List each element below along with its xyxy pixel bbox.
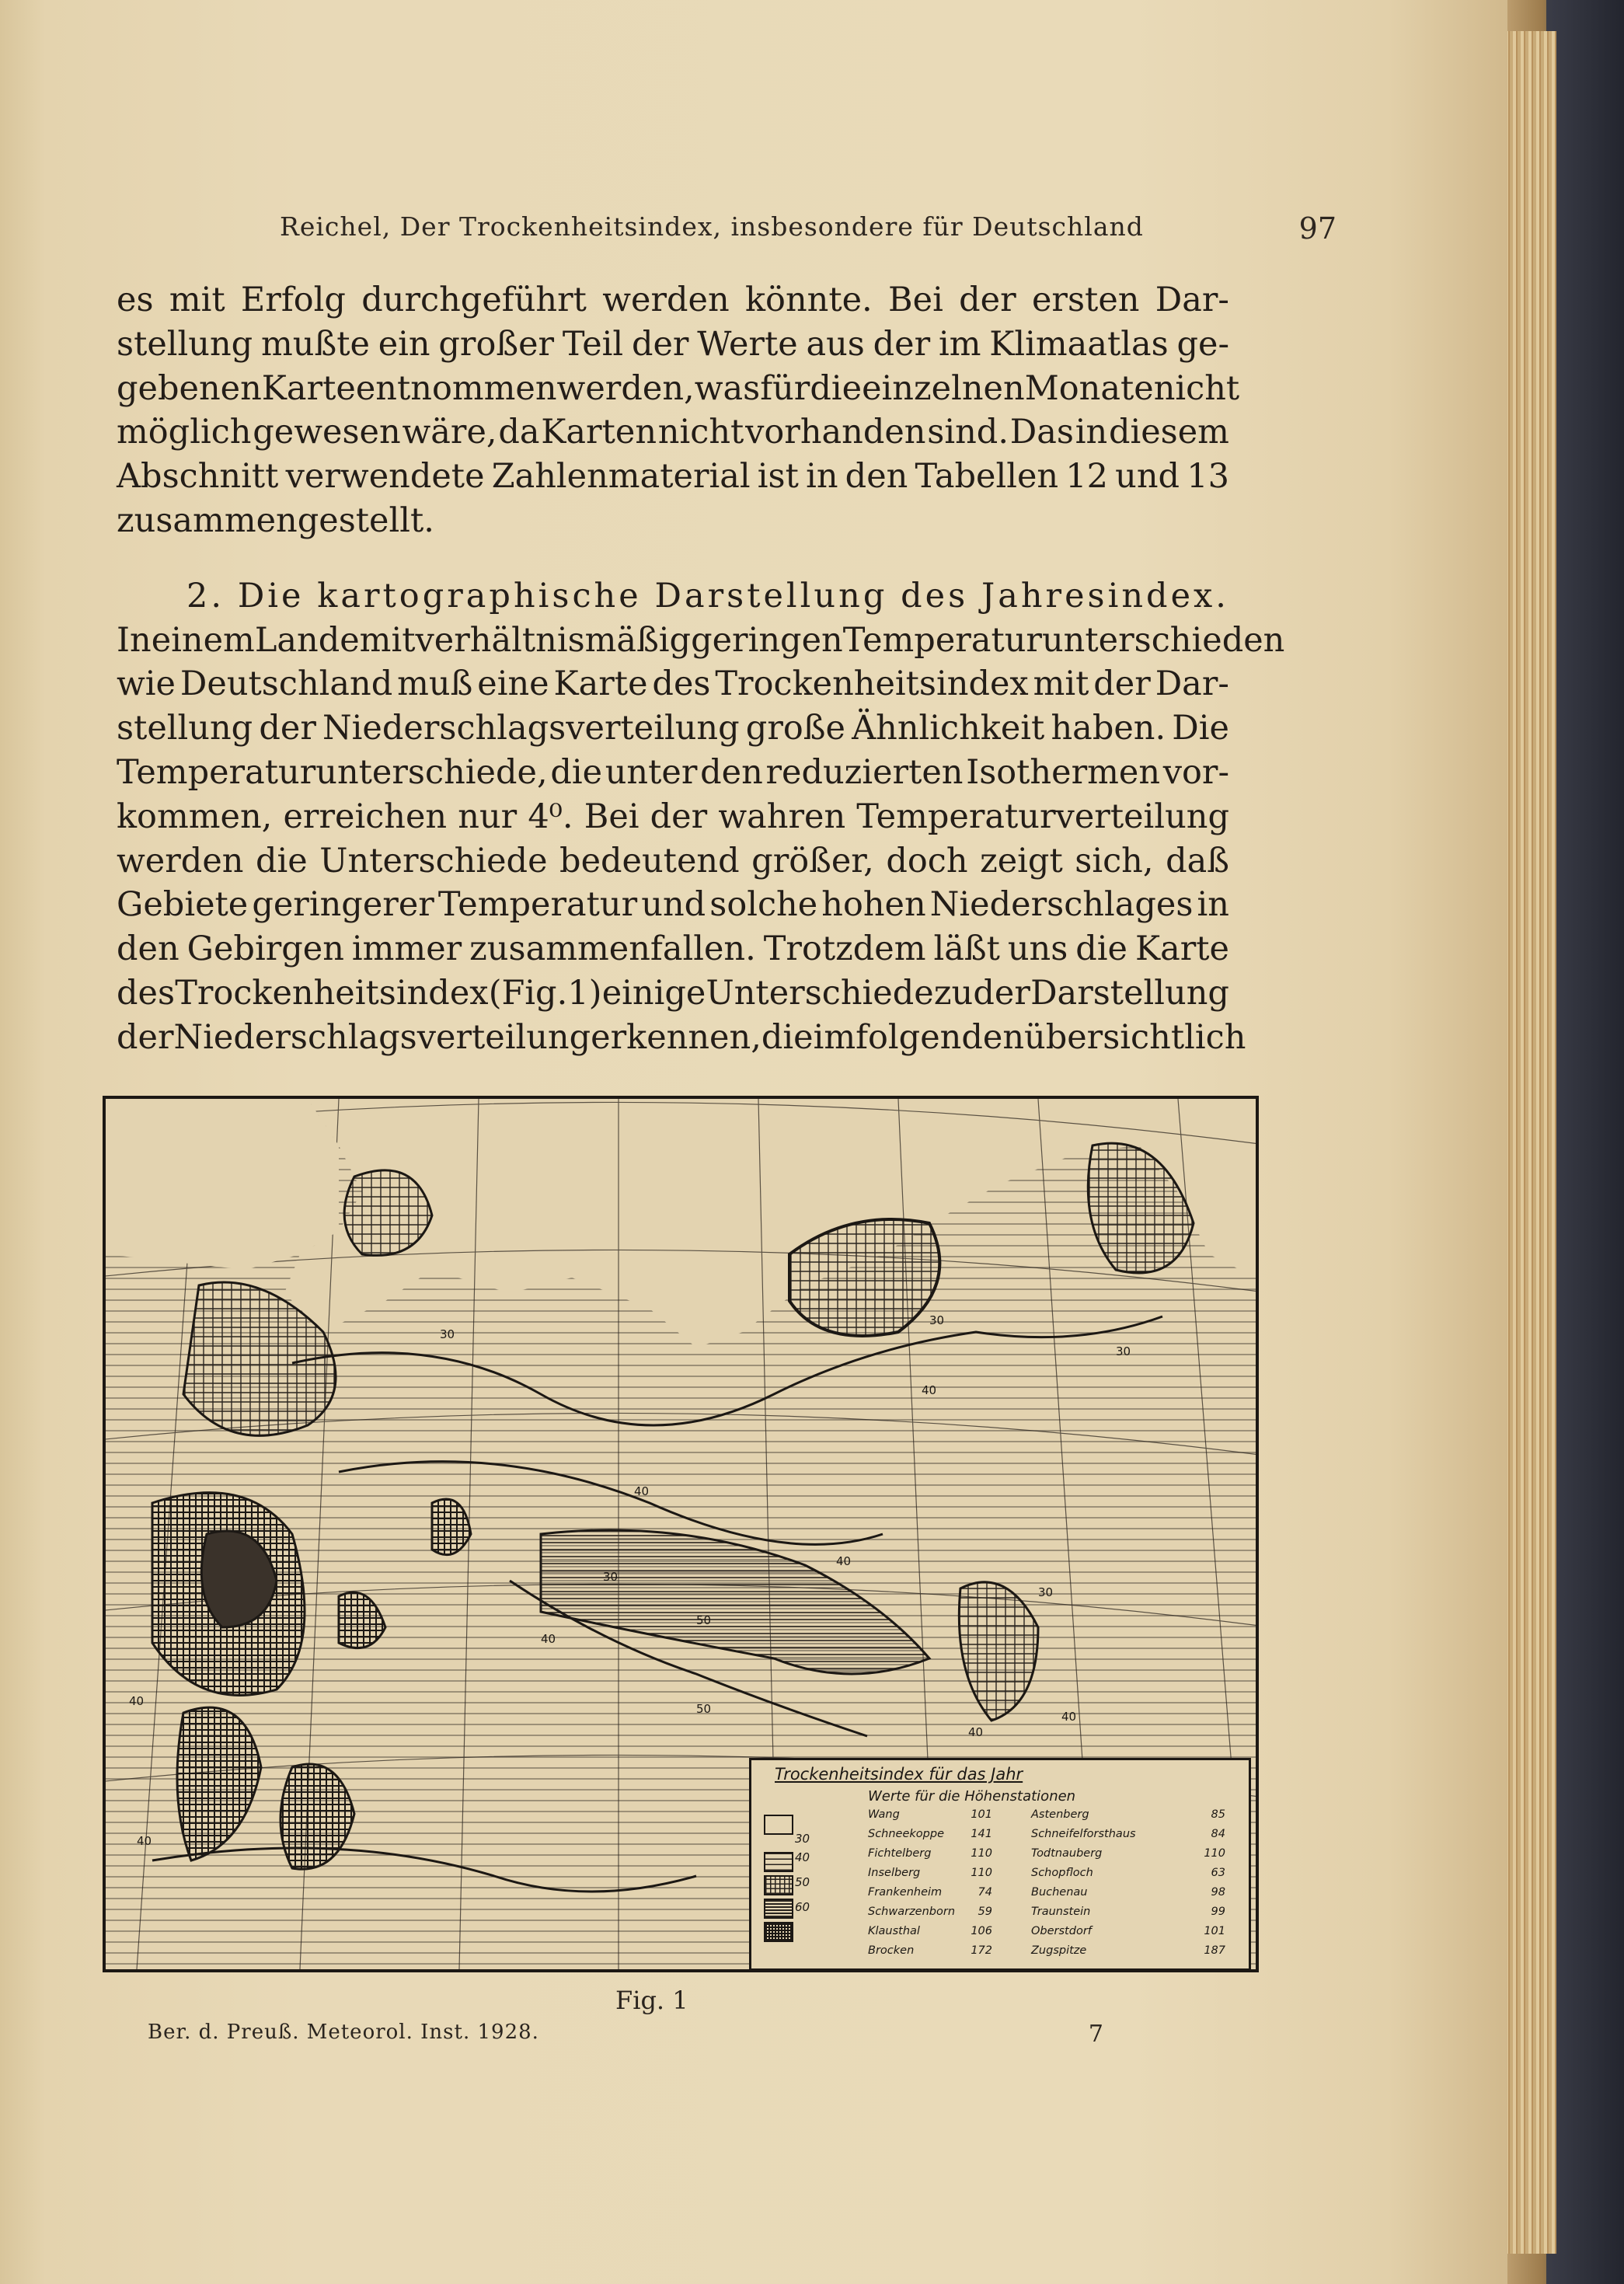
word: die: [761, 1017, 814, 1057]
text-line: [117, 619, 1285, 663]
legend-swatch-60: [764, 1899, 793, 1919]
text-line: [117, 323, 1229, 367]
word: erkennen,: [591, 1017, 761, 1057]
word: Das: [1009, 413, 1074, 452]
word: zusammengestellt.: [117, 500, 434, 540]
word: nicht: [657, 413, 744, 452]
word: Darstellung: [654, 576, 888, 615]
word: was: [694, 368, 761, 408]
footer-signature: 7: [1088, 2021, 1103, 2048]
word: des: [652, 664, 711, 704]
word: stellung: [117, 324, 253, 364]
word: große: [745, 709, 845, 748]
page-header: [280, 211, 1336, 250]
word: einem: [151, 620, 255, 660]
word: den: [700, 752, 763, 792]
legend-swatch-40: [764, 1852, 793, 1872]
word: Zahlenmaterial: [491, 457, 751, 497]
word: 13: [1187, 457, 1229, 497]
isoline-label: 30: [1038, 1585, 1054, 1599]
station-name: Astenberg: [1031, 1808, 1089, 1821]
word: zeigt: [980, 841, 1063, 880]
body-text: [117, 278, 1285, 1060]
book-cover: [1546, 0, 1624, 2284]
isoline-label: 30: [929, 1313, 945, 1327]
text-line: [117, 883, 1229, 927]
word: diesem: [1108, 413, 1229, 452]
station-name: Schopfloch: [1031, 1867, 1093, 1879]
word: Ähnlichkeit: [852, 709, 1045, 748]
text-line: [117, 1016, 1246, 1060]
word: Karten: [541, 413, 657, 452]
word: Niederschlagsverteilung: [173, 1017, 591, 1057]
word: die: [256, 841, 308, 880]
station-name: Schneekoppe: [868, 1828, 944, 1840]
word: uns: [1007, 929, 1068, 969]
word: der: [1093, 664, 1151, 704]
word: möglich: [117, 413, 252, 452]
text-line: [117, 971, 1229, 1016]
word: eine: [477, 664, 549, 704]
word: den: [845, 457, 908, 497]
word: ein: [378, 324, 430, 364]
word: zu: [933, 973, 974, 1013]
station-name: Fichtelberg: [868, 1847, 932, 1860]
word: (Fig.: [488, 973, 568, 1013]
word: sich,: [1075, 841, 1154, 880]
word: die: [810, 368, 863, 408]
station-name: Wang: [868, 1808, 900, 1821]
isoline-label: 40: [922, 1383, 937, 1397]
text-line: [117, 499, 1229, 543]
word: Monate: [1024, 368, 1154, 408]
word: Gebirgen: [186, 929, 344, 969]
station-value: 110: [1204, 1847, 1225, 1860]
text-line: [117, 455, 1229, 499]
station-name: Brocken: [868, 1944, 915, 1957]
word: der: [117, 1017, 174, 1057]
word: im: [938, 324, 981, 364]
text-line: [117, 410, 1229, 455]
isoline-label: 40: [541, 1632, 556, 1646]
legend-swatch-70: [764, 1922, 793, 1942]
word: 2.: [186, 576, 225, 615]
text-line: [117, 706, 1229, 751]
word: In: [117, 620, 152, 660]
word: in: [806, 457, 838, 497]
word: der: [959, 281, 1016, 319]
word: zusammenfallen.: [469, 929, 756, 969]
word: Tabellen: [915, 457, 1059, 497]
word: Trockenheitsindex: [715, 664, 1029, 704]
word: Die: [237, 576, 305, 615]
text-line: [117, 278, 1229, 323]
word: vorhanden: [745, 413, 926, 452]
word: es: [117, 281, 154, 319]
station-value: 110: [971, 1867, 992, 1879]
word: den: [117, 929, 179, 969]
word: der: [973, 973, 1030, 1013]
word: aus: [806, 324, 865, 364]
word: Trotzdem: [763, 929, 926, 969]
station-value: 172: [971, 1944, 992, 1957]
station-value: 98: [1211, 1886, 1225, 1899]
word: gebenen: [117, 368, 262, 408]
word: Bei: [584, 797, 639, 836]
word: der: [631, 324, 689, 364]
word: Dar-: [1155, 281, 1229, 319]
word: Jahresindex.: [981, 576, 1229, 615]
station-name: Oberstdorf: [1031, 1925, 1092, 1937]
word: die: [1075, 929, 1127, 969]
word: gewesen: [253, 413, 401, 452]
map-legend: [749, 1758, 1251, 1971]
station-name: Schneifelforsthaus: [1031, 1828, 1136, 1840]
word: nur: [458, 797, 518, 836]
word: werden: [117, 841, 244, 880]
word: Karte: [1134, 929, 1229, 969]
word: Temperaturverteilung: [856, 797, 1229, 836]
word: läßt: [933, 929, 1000, 969]
word: Gebiete: [117, 885, 249, 925]
word: mit: [169, 281, 225, 319]
station-name: Zugspitze: [1031, 1944, 1087, 1957]
word: Karte: [261, 368, 356, 408]
isoline-label: 30: [1116, 1344, 1131, 1358]
word: immer: [351, 929, 462, 969]
word: verhältnismäßig: [415, 620, 692, 660]
station-value: 101: [1204, 1925, 1225, 1937]
word: Teil: [562, 324, 624, 364]
isoline-label: 40: [836, 1554, 852, 1568]
legend-class-label: 50: [795, 1875, 810, 1889]
word: vor-: [1162, 752, 1229, 792]
word: einige: [601, 973, 706, 1013]
isoline-label: 40: [129, 1694, 145, 1708]
station-value: 63: [1211, 1867, 1225, 1879]
station-value: 84: [1211, 1828, 1225, 1840]
word: Temperatur: [437, 885, 638, 925]
word: Unterschiede: [319, 841, 548, 880]
running-head: Reichel, Der Trockenheitsindex, insbesondere für Deutschland: [280, 211, 1144, 242]
text-line: [117, 751, 1229, 795]
station-value: 99: [1211, 1906, 1225, 1918]
station-name: Klausthal: [868, 1925, 920, 1937]
isoline-label: 40: [1061, 1710, 1077, 1724]
station-value: 110: [971, 1847, 992, 1860]
word: Temperaturunterschieden: [842, 620, 1285, 660]
station-name: Traunstein: [1031, 1906, 1091, 1918]
isoline-label: 50: [696, 1613, 712, 1627]
word: und: [1115, 457, 1180, 497]
word: solche: [709, 885, 818, 925]
word: einzelnen: [862, 368, 1025, 408]
word: 12: [1065, 457, 1108, 497]
word: in: [1075, 413, 1108, 452]
legend-class-label: 40: [795, 1850, 810, 1864]
word: stellung: [117, 709, 253, 748]
paragraph-2: [117, 574, 1285, 1060]
word: haben.: [1051, 709, 1166, 748]
legend-class-label: 60: [795, 1900, 810, 1914]
station-value: 59: [978, 1906, 992, 1918]
text-line: [117, 662, 1229, 706]
word: des: [117, 973, 176, 1013]
word: Werte: [697, 324, 798, 364]
word: muß: [397, 664, 473, 704]
word: und: [641, 885, 706, 925]
word: geringerer: [252, 885, 434, 925]
word: werden,: [556, 368, 695, 408]
station-name: Frankenheim: [868, 1886, 943, 1899]
text-line: [117, 574, 1229, 619]
word: nicht: [1153, 368, 1240, 408]
word: im: [813, 1017, 856, 1057]
word: Darstellung: [1030, 973, 1229, 1013]
word: hohen: [821, 885, 926, 925]
station-value: 141: [971, 1828, 992, 1840]
word: wäre,: [402, 413, 497, 452]
page-number: 97: [1298, 211, 1336, 246]
text-line: [117, 795, 1229, 839]
word: kartographische: [317, 576, 642, 615]
legend-swatch-50: [764, 1875, 793, 1895]
isoline-label: 50: [696, 1702, 712, 1716]
word: doch: [886, 841, 968, 880]
isoline-label: 30: [603, 1570, 619, 1584]
legend-title: Trockenheitsindex für das Jahr: [775, 1765, 1023, 1784]
word: Die: [1172, 709, 1229, 748]
word: ersten: [1031, 281, 1140, 319]
word: mußte: [261, 324, 370, 364]
word: für: [760, 368, 810, 408]
word: bedeutend: [559, 841, 740, 880]
word: erreichen: [283, 797, 448, 836]
word: großer: [438, 324, 555, 364]
word: geringen: [691, 620, 843, 660]
word: Niederschlages: [929, 885, 1194, 925]
word: da: [498, 413, 540, 452]
word: sind.: [927, 413, 1009, 452]
word: in: [1197, 885, 1229, 925]
word: übersichtlich: [1024, 1017, 1246, 1057]
word: mit: [1033, 664, 1089, 704]
word: durchgeführt: [361, 281, 587, 319]
station-value: 85: [1211, 1808, 1225, 1821]
word: werden: [602, 281, 730, 319]
text-line: [117, 839, 1229, 884]
text-line: [117, 367, 1240, 411]
word: entnommen: [355, 368, 557, 408]
word: wie: [117, 664, 176, 704]
paragraph-1: [117, 278, 1240, 543]
word: ge-: [1176, 324, 1229, 364]
station-name: Inselberg: [868, 1867, 921, 1879]
station-value: 74: [978, 1886, 992, 1899]
word: der: [259, 709, 316, 748]
word: Dar-: [1155, 664, 1229, 704]
word: des: [901, 576, 969, 615]
isoline-label: 40: [634, 1484, 650, 1498]
word: Isothermen: [966, 752, 1161, 792]
legend-class-label: 30: [795, 1832, 810, 1846]
word: der: [873, 324, 931, 364]
word: Deutschland: [179, 664, 393, 704]
word: kommen,: [117, 797, 273, 836]
word: wahren: [718, 797, 846, 836]
word: der: [650, 797, 708, 836]
word: daß: [1166, 841, 1229, 880]
station-value: 101: [971, 1808, 992, 1821]
word: 4⁰.: [528, 797, 573, 836]
word: Unterschiede: [706, 973, 934, 1013]
word: Klimaatlas: [989, 324, 1169, 364]
isoline-label: 30: [440, 1327, 455, 1341]
station-name: Todtnauberg: [1031, 1847, 1103, 1860]
station-name: Schwarzenborn: [868, 1906, 956, 1918]
word: Trockenheitsindex: [175, 973, 489, 1013]
station-value: 187: [1204, 1944, 1225, 1957]
figure-map: [103, 1096, 1259, 1972]
figure-caption: Fig. 1: [615, 1986, 688, 2015]
isoline-label: 40: [968, 1725, 984, 1739]
legend-subtitle: Werte für die Höhenstationen: [868, 1788, 1076, 1805]
isoline-label: 40: [137, 1834, 152, 1848]
legend-swatch-30: [764, 1815, 793, 1835]
word: mit: [359, 620, 416, 660]
word: Abschnitt: [117, 457, 279, 497]
station-name: Buchenau: [1031, 1886, 1088, 1899]
word: folgenden: [856, 1017, 1025, 1057]
footer-citation: Ber. d. Preuß. Meteorol. Inst. 1928.: [148, 2021, 539, 2044]
word: unter: [605, 752, 698, 792]
word: Temperaturunterschiede,: [117, 752, 548, 792]
word: 1): [567, 973, 602, 1013]
word: Bei: [888, 281, 943, 319]
word: Niederschlagsverteilung: [322, 709, 740, 748]
word: Lande: [254, 620, 360, 660]
word: ist: [757, 457, 799, 497]
word: verwendete: [285, 457, 485, 497]
word: könnte.: [745, 281, 873, 319]
word: Karte: [553, 664, 648, 704]
word: reduzierten: [765, 752, 964, 792]
station-value: 106: [971, 1925, 992, 1937]
text-line: [117, 927, 1229, 971]
word: Erfolg: [240, 281, 346, 319]
word: die: [550, 752, 603, 792]
word: größer,: [751, 841, 874, 880]
